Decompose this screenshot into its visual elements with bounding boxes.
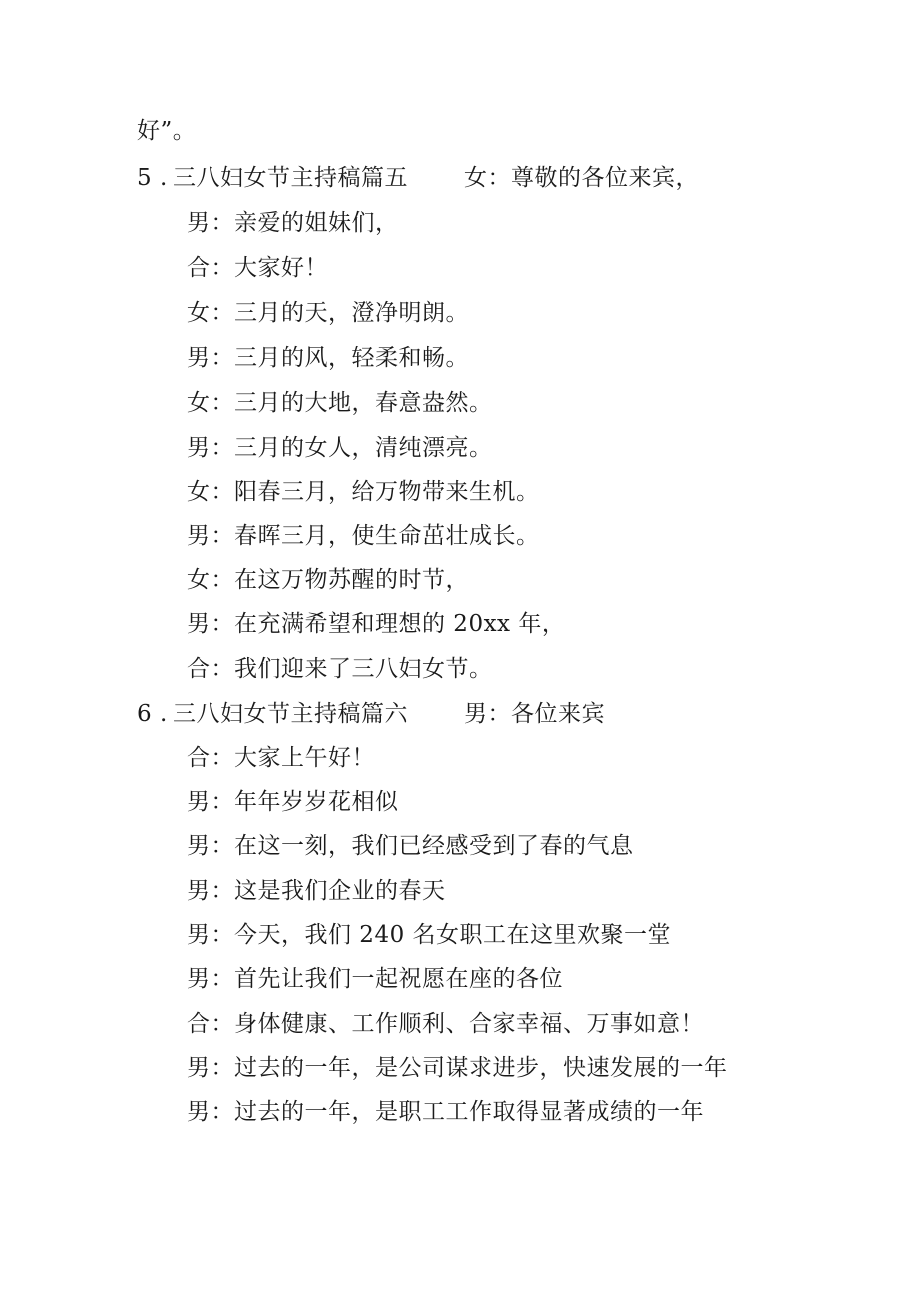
dialogue-line: 男：春晖三月，使生命茁壮成长。 [187,523,540,549]
dialogue-line: 男：三月的风，轻柔和畅。 [187,345,469,371]
dialogue-line: 男：三月的女人，清纯漂亮。 [187,435,493,461]
section-heading [137,699,605,729]
intro-fragment: 好”。 [137,118,197,144]
dialogue-line: 男：在这一刻，我们已经感受到了春的气息 [187,833,634,859]
section-number: 5 . [137,165,168,191]
dialogue-line: 男：在充满希望和理想的 20xx 年， [187,611,566,637]
section-heading [137,163,699,193]
dialogue-line: 男：过去的一年，是公司谋求进步，快速发展的一年 [187,1055,728,1081]
section-number: 6 . [137,701,168,727]
dialogue-line: 合：大家好！ [187,255,328,281]
section-title: 三八妇女节主持稿篇五 [173,165,408,191]
dialogue-line: 合：身体健康、工作顺利、合家幸福、万事如意！ [187,1011,704,1037]
dialogue-line: 女：三月的大地，春意盎然。 [187,390,493,416]
dialogue-line: 女：在这万物苏醒的时节， [187,567,469,593]
dialogue-line: 男：过去的一年，是职工工作取得显著成绩的一年 [187,1099,704,1125]
dialogue-line: 合：我们迎来了三八妇女节。 [187,656,493,682]
dialogue-line: 男：这是我们企业的春天 [187,878,446,904]
section-title: 三八妇女节主持稿篇六 [173,701,408,727]
dialogue-line: 男：今天，我们 240 名女职工在这里欢聚一堂 [187,922,672,948]
section-opening-line: 女：尊敬的各位来宾， [464,165,699,191]
dialogue-line: 男：首先让我们一起祝愿在座的各位 [187,966,563,992]
dialogue-line: 女：三月的天，澄净明朗。 [187,300,469,326]
dialogue-line: 男：年年岁岁花相似 [187,789,399,815]
dialogue-line: 女：阳春三月，给万物带来生机。 [187,479,540,505]
section-opening-line: 男：各位来宾 [464,701,605,727]
dialogue-line: 男：亲爱的姐妹们， [187,210,399,236]
dialogue-line: 合：大家上午好！ [187,745,375,771]
